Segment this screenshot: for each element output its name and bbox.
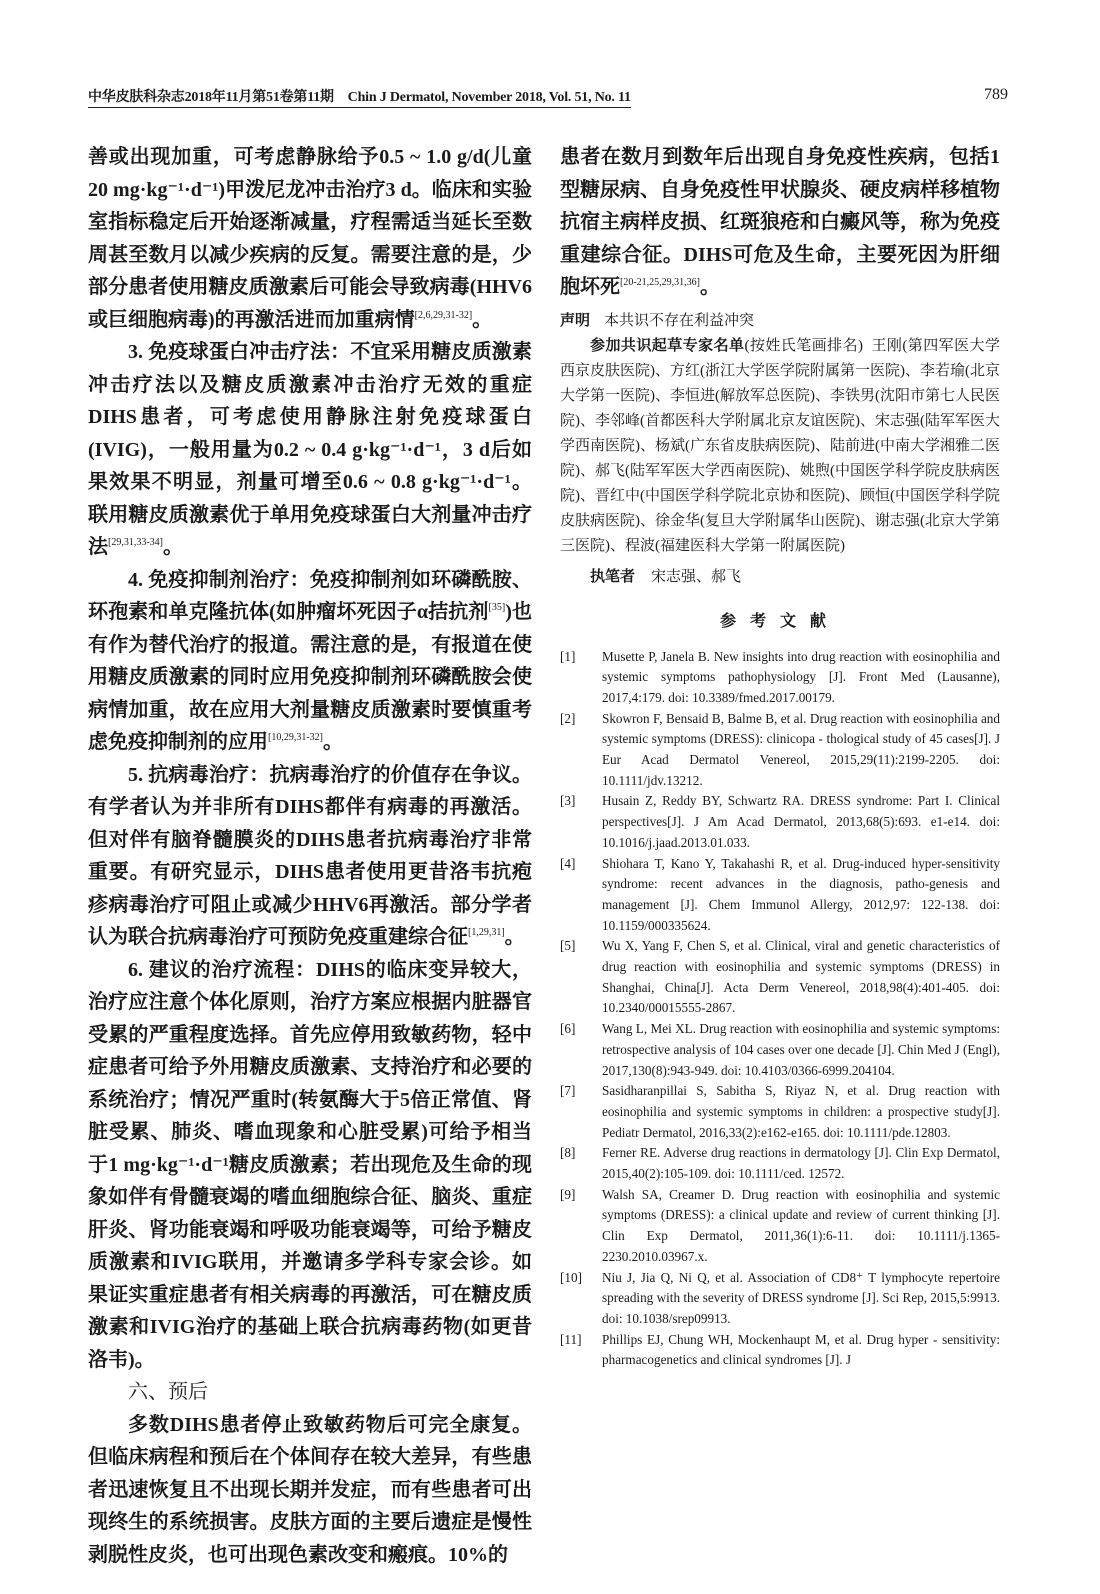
reference-item — [560, 1019, 1000, 1081]
expert-list — [560, 334, 1000, 559]
declaration-text: 本共识不存在利益冲突 — [604, 312, 755, 329]
reference-item — [560, 1330, 1000, 1371]
paragraph-text: 患者在数月到数年后出现自身免疫性疾病，包括1型糖尿病、自身免疫性甲状腺炎、硬皮病样移植物抗宿主病样皮损、红斑狼疮和白癜风等，称为免疫重建综合征。DIHS可危及生命，主要死因为肝细胞坏死 — [560, 146, 1000, 298]
paragraph-text: 5. 抗病毒治疗：抗病毒治疗的价值存在争议。有学者认为并非所有DIHS都伴有病毒的再激活。但对伴有脑脊髓膜炎的DIHS患者抗病毒治疗非常重要。有研究显示，DIHS患者使用更昔洛韦抗疱疹病毒治疗可阻止或减少HHV6再激活。部分学者认为联合抗病毒治疗可预防免疫重建综合征 — [88, 763, 532, 948]
citation: [1,29,31] — [468, 927, 505, 938]
reference-text: Wu X, Yang F, Chen S, et al. Clinical, viral and genetic characteristics of drug reaction with eosinophilia and systemic symptoms (DRESS) in Shanghai, China[J]. Acta Derm Venereol, 2018,98(4):401-405. doi: 10.2340/00015555-2867. — [602, 938, 1000, 1016]
punctuation: 。 — [700, 276, 720, 298]
punctuation: 。 — [504, 926, 525, 948]
reference-text: Husain Z, Reddy BY, Schwartz RA. DRESS syndrome: Part I. Clinical perspectives[J]. J Am Acad Dermatol, 2013,68(5):693. e1-e14. doi: 10.1016/j.jaad.2013.01.033. — [602, 793, 1000, 850]
expert-list-note: (按姓氏笔画排名) — [744, 337, 864, 354]
reference-number: [3] — [560, 793, 576, 809]
reference-item — [560, 1268, 1000, 1330]
punctuation: 。 — [472, 308, 493, 331]
paragraph-text: 善或出现加重，可考虑静脉给予0.5 ~ 1.0 g/d(儿童20 mg·kg⁻¹·d⁻¹)甲泼尼龙冲击治疗3 d。临床和实验室指标稳定后开始逐渐减量，疗程需适当延长至数周甚至数月以减少疾病的反复。需要注意的是，少部分患者使用糖皮质激素后可能会导致病毒(HHV6或巨细胞病毒)的再激活进而加重病情 — [88, 146, 532, 331]
right-column — [560, 141, 1000, 1371]
declaration-label: 声明 — [560, 312, 591, 329]
author-names: 宋志强、郝飞 — [651, 568, 742, 585]
paragraph-text: 3. 免疫球蛋白冲击疗法：不宜采用糖皮质激素冲击疗法以及糖皮质激素冲击治疗无效的重症DIHS患者，可考虑使用静脉注射免疫球蛋白(IVIG)，一般用量为0.2 ~ 0.4 g·kg⁻¹·d⁻¹，3 d后如果效果不明显，剂量可增至0.6 ~ 0.8 g·kg⁻¹·d⁻¹。联用糖皮质激素优于单用免疫球蛋白大剂量冲击疗法 — [88, 341, 532, 558]
reference-number: [5] — [560, 938, 576, 954]
citation: [29,31,33-34] — [108, 537, 163, 548]
paragraph-continuation — [560, 141, 1000, 304]
reference-item — [560, 791, 1000, 853]
author-label: 执笔者 — [590, 568, 636, 585]
expert-list-text: 王刚(第四军医大学西京皮肤医院)、方红(浙江大学医学院附属第一医院)、李若瑜(北京大学第一医院)、李恒进(解放军总医院)、李铁男(沈阳市第七人民医院)、李邻峰(首都医科大学附属北京友谊医院)、宋志强(陆军军医大学西南医院)、杨斌(广东省皮肤病医院)、陆前进(中南大学湘雅二医院)、郝飞(陆军军医大学西南医院)、姚煦(中国医学科学院皮肤病医院)、晋红中(中国医学科学院北京协和医院)、顾恒(中国医学科学院皮肤病医院)、徐金华(复旦大学附属华山医院)、谢志强(北京大学第三医院)、程波(福建医科大学第一附属医院) — [560, 337, 1001, 554]
reference-number: [6] — [560, 1021, 576, 1037]
reference-text: Skowron F, Bensaid B, Balme B, et al. Drug reaction with eosinophilia and systemic symptoms (DRESS): clinicopa - thological study of 45 cases[J]. J Eur Acad Dermatol Venereol, 2015,29(11):2199-2205. doi: 10.1111/jdv.13212. — [602, 710, 1000, 788]
reference-item — [560, 709, 1000, 792]
reference-item — [560, 1143, 1000, 1184]
reference-number: [1] — [560, 648, 576, 664]
running-header — [88, 86, 1008, 108]
citation: [35] — [488, 602, 506, 613]
reference-text: Niu J, Jia Q, Ni Q, et al. Association of CD8⁺ T lymphocyte repertoire spreading with the severity of DRESS syndrome [J]. Sci Rep, 2015,5:9913. doi: 10.1038/srep09913. — [602, 1269, 1000, 1326]
writing-authors — [560, 565, 1000, 590]
paragraph-continuation — [88, 141, 532, 336]
punctuation: 。 — [323, 731, 343, 753]
reference-item — [560, 854, 1000, 937]
reference-item — [560, 1185, 1000, 1268]
reference-text: Walsh SA, Creamer D. Drug reaction with eosinophilia and systemic symptoms (DRESS): a clinical update and review of current thinking [J]. Clin Exp Dermatol, 2011,36(1):6-11. doi: 10.1111/j.1365-2230.2010.03967.x. — [602, 1186, 1000, 1264]
reference-number: [7] — [560, 1083, 576, 1099]
reference-number: [11] — [560, 1331, 582, 1347]
reference-number: [10] — [560, 1269, 582, 1285]
left-column — [88, 141, 532, 1571]
reference-text: Sasidharanpillai S, Sabitha S, Riyaz N, et al. Drug reaction with eosinophilia and systemic symptoms in children: a prospective study[J]. Pediatr Dermatol, 2016,33(2):e162-e165. doi: 10.1111/pde.12803. — [602, 1083, 1000, 1140]
reference-number: [4] — [560, 855, 576, 871]
expert-list-label: 参加共识起草专家名单 — [590, 337, 745, 354]
reference-text: Phillips EJ, Chung WH, Mockenhaupt M, et al. Drug hyper - sensitivity: pharmacogenetics and clinical syndromes [J]. J — [602, 1331, 1000, 1368]
punctuation: 。 — [163, 536, 183, 558]
reference-number: [8] — [560, 1145, 576, 1161]
page-number: 789 — [984, 86, 1008, 103]
journal-citation: 中华皮肤科杂志2018年11月第51卷第11期 Chin J Dermatol, November 2018, Vol. 51, No. 11 — [88, 86, 631, 108]
reference-text: Ferner RE. Adverse drug reactions in dermatology [J]. Clin Exp Dermatol, 2015,40(2):105-109. doi: 10.1111/ced. 12572. — [602, 1145, 1000, 1182]
citation: [2,6,29,31-32] — [414, 309, 473, 321]
reference-number: [9] — [560, 1186, 576, 1202]
reference-text: Wang L, Mei XL. Drug reaction with eosinophilia and systemic symptoms: retrospective analysis of 104 cases over one decade [J]. Chin Med J (Engl), 2017,130(8):943-949. doi: 10.4103/0366-6999.204104. — [602, 1021, 1000, 1078]
paragraph-text: 4. 免疫抑制剂治疗：免疫抑制剂如环磷酰胺、环孢素和单克隆抗体(如肿瘤坏死因子α拮抗剂 — [88, 568, 532, 623]
declaration — [560, 308, 1000, 334]
citation: [20-21,25,29,31,36] — [620, 277, 700, 288]
section-heading-prognosis: 六、预后 — [128, 1381, 208, 1403]
reference-item — [560, 1081, 1000, 1143]
paragraph-text: )也有作为替代治疗的报道。需注意的是，有报道在使用糖皮质激素的同时应用免疫抑制剂环磷酰胺会使病情加重，故在应用大剂量糖皮质激素时要慎重考虑免疫抑制剂的应用 — [88, 601, 532, 753]
paragraph-immunosuppressant — [88, 564, 532, 759]
reference-text: Musette P, Janela B. New insights into drug reaction with eosinophilia and systemic symptoms pathophysiology [J]. Front Med (Lausanne), 2017,4:179. doi: 10.3389/fmed.2017.00179. — [602, 648, 1000, 705]
citation: [10,29,31-32] — [268, 732, 323, 743]
paragraph-treatment-flow: 6. 建议的治疗流程：DIHS的临床变异较大，治疗应注意个体化原则，治疗方案应根据内脏器官受累的严重程度选择。首先应停用致敏药物，轻中症患者可给予外用糖皮质激素、支持治疗和必要的系统治疗；情况严重时(转氨酶大于5倍正常值、肾脏受累、肺炎、嗜血现象和心脏受累)可给予相当于1 mg·kg⁻¹·d⁻¹糖皮质激素；若出现危及生命的现象如伴有骨髓衰竭的嗜血细胞综合征、脑炎、重症肝炎、肾功能衰竭和呼吸功能衰竭等，可给予糖皮质激素和IVIG联用，并邀请多学科专家会诊。如果证实重症患者有相关病毒的再激活，可在糖皮质激素和IVIG治疗的基础上联合抗病毒药物(如更昔洛韦)。 — [88, 958, 532, 1371]
paragraph-antiviral — [88, 759, 532, 954]
reference-item — [560, 647, 1000, 709]
paragraph-prognosis: 多数DIHS患者停止致敏药物后可完全康复。但临床病程和预后在个体间存在较大差异，有些患者迅速恢复且不出现长期并发症，而有些患者可出现终生的系统损害。皮肤方面的主要后遗症是慢性剥脱性皮炎，也可出现色素改变和瘢痕。10%的 — [88, 1413, 532, 1566]
paragraph-ivig — [88, 336, 532, 564]
reference-number: [2] — [560, 710, 576, 726]
reference-text: Shiohara T, Kano Y, Takahashi R, et al. Drug-induced hyper-sensitivity syndrome: recent advances in the diagnosis, patho-genesis and management [J]. Chem Immunol Allergy, 2012,97: 122-138. doi: 10.1159/000335624. — [602, 855, 1000, 933]
reference-item — [560, 936, 1000, 1019]
references-heading: 参考文献 — [719, 612, 840, 630]
reference-list — [560, 647, 1000, 1372]
